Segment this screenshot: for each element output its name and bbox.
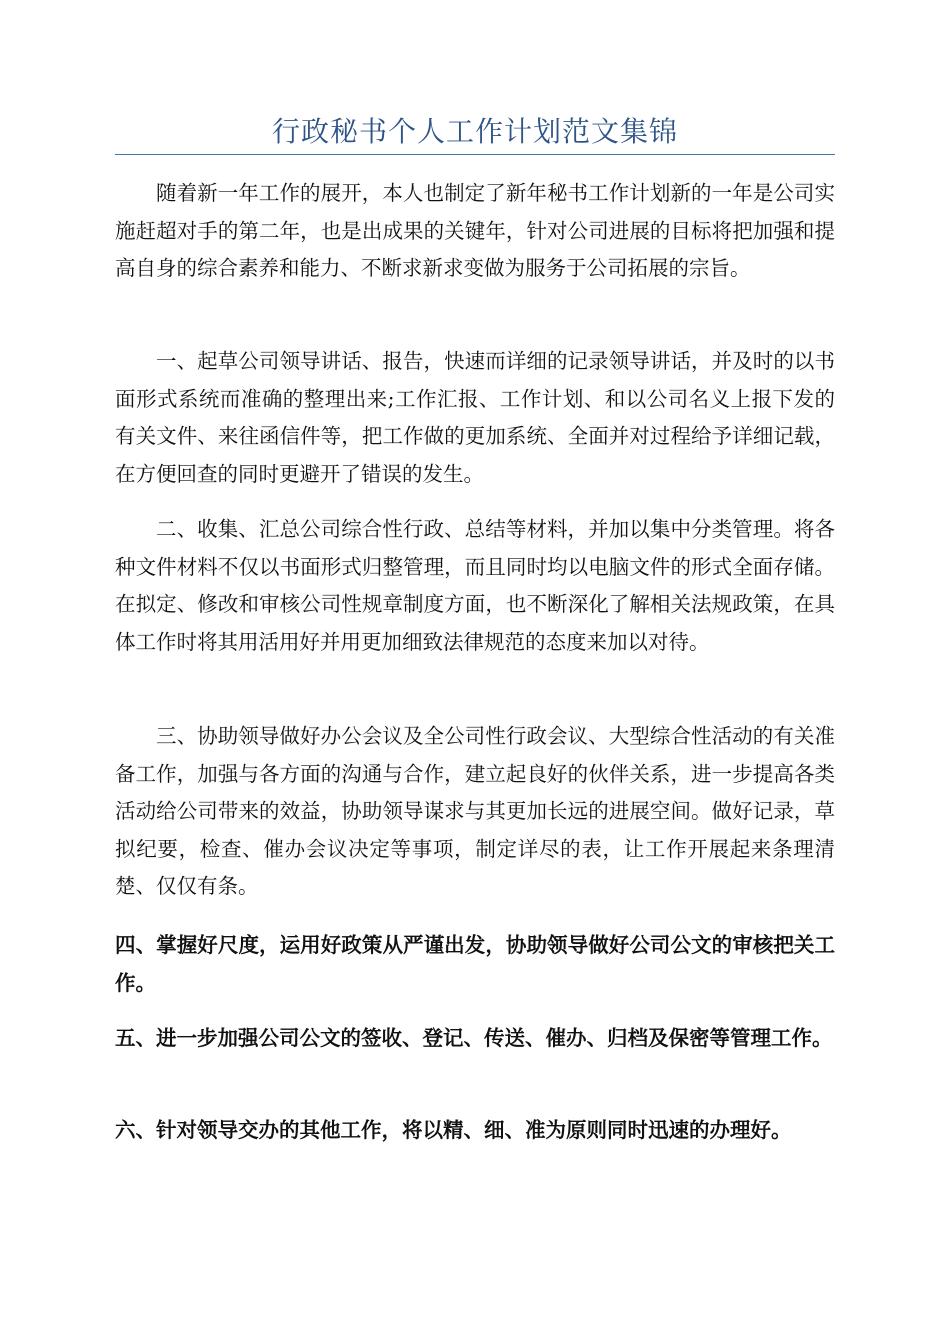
paragraph-item-5: 五、进一步加强公司公文的签收、登记、传送、催办、归档及保密等管理工作。	[115, 1026, 833, 1050]
paragraph-item-4: 四、掌握好尺度，运用好政策从严谨出发，协助领导做好公司公文的审核把关工作。	[115, 933, 835, 995]
intro-paragraph: 随着新一年工作的展开，本人也制定了新年秘书工作计划新的一年是公司实施赶超对手的第二年，也是出成果的关键年，针对公司进展的目标将把加强和提高自身的综合素养和能力、不断求新求变做为服务于公司拓展的宗旨。	[115, 181, 835, 280]
document-title: 行政秘书个人工作计划范文集锦	[271, 115, 678, 148]
paragraph-item-6: 六、针对领导交办的其他工作，将以精、细、准为原则同时迅速的办理好。	[115, 1118, 792, 1142]
paragraph-item-3: 三、协助领导做好办公会议及全公司性行政会议、大型综合性活动的有关准备工作，加强与各方面的沟通与合作，建立起良好的伙伴关系，进一步提高各类活动给公司带来的效益，协助领导谋求与其更加长远的进展空间。做好记录，草拟纪要，检查、催办会议决定等事项，制定详尽的表，让工作开展起来条理清楚、仅仅有条。	[115, 724, 835, 898]
paragraph-item-2: 二、收集、汇总公司综合性行政、总结等材料，并加以集中分类管理。将各种文件材料不仅以书面形式归整管理，而且同时均以电脑文件的形式全面存储。在拟定、修改和审核公司性规章制度方面，也不断深化了解相关法规政策，在具体工作时将其用活用好并用更加细致法律规范的态度来加以对待。	[115, 517, 835, 654]
title-underline	[115, 154, 835, 155]
paragraph-item-1: 一、起草公司领导讲话、报告，快速而详细的记录领导讲话，并及时的以书面形式系统而准确的整理出来;工作汇报、工作计划、和以公司名义上报下发的有关文件、来往函信件等，把工作做的更加系统、全面并对过程给予详细记载，在方便回查的同时更避开了错误的发生。	[115, 349, 835, 486]
